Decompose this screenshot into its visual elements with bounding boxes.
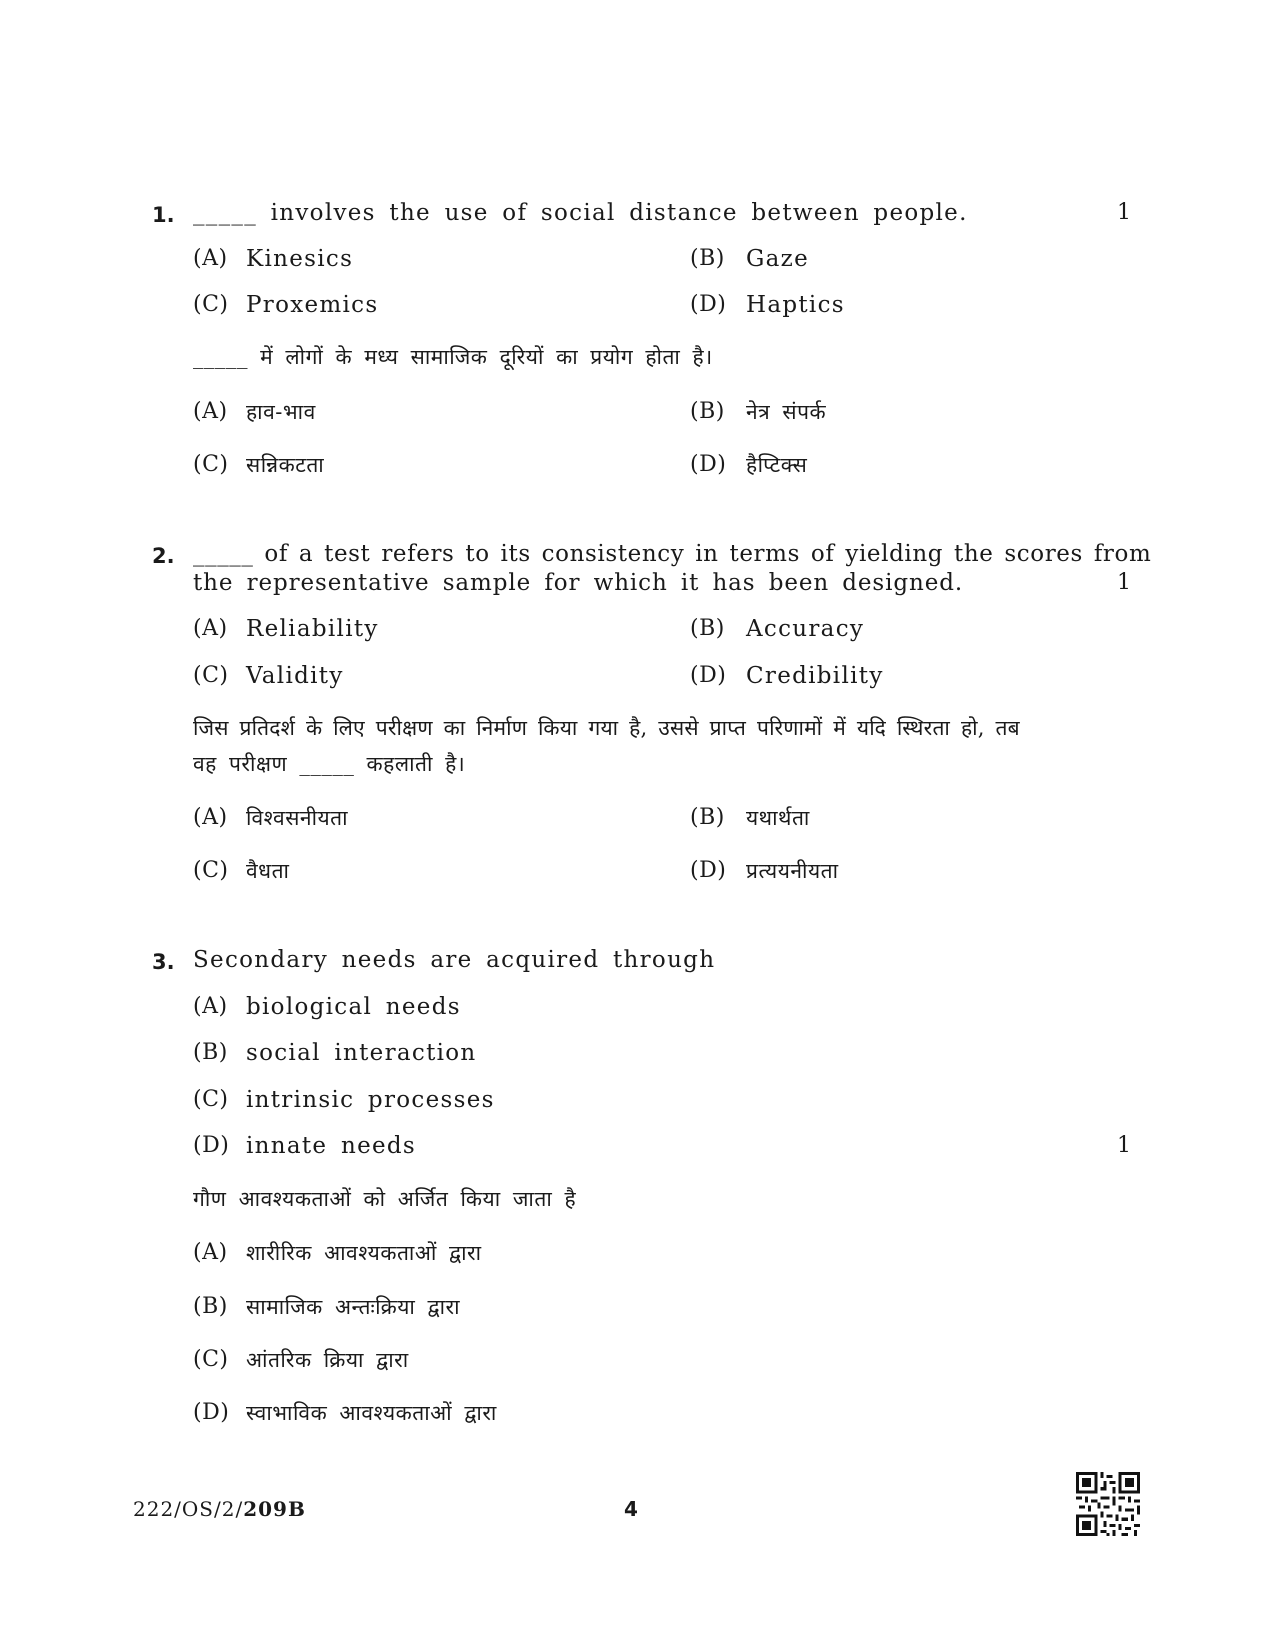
question-3-number: 3. <box>152 950 175 974</box>
q1-hi-option-c-label: (C) <box>193 452 229 477</box>
question-1-marks: 1 <box>1117 200 1131 225</box>
qr-code-icon <box>1076 1472 1140 1536</box>
q2-hi-option-d-text: प्रत्ययनीयता <box>746 859 839 883</box>
q3-hi-option-b-label: (B) <box>193 1294 228 1319</box>
q3-hi-option-c-label: (C) <box>193 1347 229 1372</box>
q1-en-option-a-label: (A) <box>193 246 228 271</box>
question-2-marks: 1 <box>1117 570 1131 595</box>
q1-en-option-c-label: (C) <box>193 292 229 317</box>
q1-hi-option-a-label: (A) <box>193 399 228 424</box>
q2-hi-option-b-label: (B) <box>690 805 725 830</box>
q1-hi-option-b-label: (B) <box>690 399 725 424</box>
q1-hi-option-a-text: हाव-भाव <box>246 400 316 424</box>
q2-en-option-c-label: (C) <box>193 663 229 688</box>
q2-en-option-d-label: (D) <box>690 663 727 688</box>
q3-en-option-c-label: (C) <box>193 1087 229 1112</box>
q3-hi-option-c-text: आंतरिक क्रिया द्वारा <box>246 1348 409 1372</box>
paper-code-prefix: 222/OS/2/ <box>133 1497 244 1521</box>
paper-code <box>133 1497 306 1521</box>
q2-hi-option-c-text: वैधता <box>246 859 290 883</box>
q1-en-option-d-text: Haptics <box>746 292 845 318</box>
q3-hi-option-d-text: स्वाभाविक आवश्यकताओं द्वारा <box>246 1401 497 1425</box>
q3-en-option-d-text: innate needs <box>246 1133 417 1159</box>
q2-hi-option-b-text: यथार्थता <box>746 806 810 830</box>
question-1-number: 1. <box>152 203 175 227</box>
q2-en-option-b-label: (B) <box>690 616 725 641</box>
question-3-marks: 1 <box>1117 1133 1131 1158</box>
q3-en-option-a-text: biological needs <box>246 994 461 1020</box>
q2-en-option-d-text: Credibility <box>746 663 884 689</box>
q3-hi-option-a-text: शारीरिक आवश्यकताओं द्वारा <box>246 1241 482 1265</box>
q1-hi-option-d-label: (D) <box>690 452 727 477</box>
q1-en-option-d-label: (D) <box>690 292 727 317</box>
q3-en-option-d-label: (D) <box>193 1133 230 1158</box>
q2-hi-option-a-label: (A) <box>193 805 228 830</box>
q3-hi-option-d-label: (D) <box>193 1400 230 1425</box>
q2-en-option-b-text: Accuracy <box>746 616 865 642</box>
q2-en-option-a-text: Reliability <box>246 616 379 642</box>
page-number: 4 <box>624 1497 638 1521</box>
question-2-text-hi-line2: वह परीक्षण _____ कहलाती है। <box>193 752 466 776</box>
q1-hi-option-d-text: हैप्टिक्स <box>746 453 808 477</box>
q3-en-option-b-label: (B) <box>193 1040 228 1065</box>
q3-en-option-a-label: (A) <box>193 994 228 1019</box>
q2-en-option-c-text: Validity <box>246 663 344 689</box>
question-2-number: 2. <box>152 544 175 568</box>
q1-en-option-c-text: Proxemics <box>246 292 379 318</box>
q1-hi-option-b-text: नेत्र संपर्क <box>746 400 827 424</box>
question-2-text-hi-line1: जिस प्रतिदर्श के लिए परीक्षण का निर्माण किया गया है, उससे प्राप्त परिणामों में यदि स्थिरता हो, तब <box>193 716 1020 740</box>
question-3-text-en: Secondary needs are acquired through <box>193 947 716 973</box>
q1-en-option-b-text: Gaze <box>746 246 810 272</box>
question-1-text-hi: _____ में लोगों के मध्य सामाजिक दूरियों का प्रयोग होता है। <box>193 345 713 369</box>
paper-code-bold: 209B <box>243 1497 306 1521</box>
question-1-text-en: _____ involves the use of social distance between people. <box>193 200 968 226</box>
q1-en-option-b-label: (B) <box>690 246 725 271</box>
question-3-text-hi: गौण आवश्यकताओं को अर्जित किया जाता है <box>193 1187 577 1211</box>
q1-hi-option-c-text: सन्निकटता <box>246 453 325 477</box>
question-2-text-en-line2: the representative sample for which it has been designed. <box>193 570 964 596</box>
q2-hi-option-d-label: (D) <box>690 858 727 883</box>
q3-en-option-b-text: social interaction <box>246 1040 477 1066</box>
q3-en-option-c-text: intrinsic processes <box>246 1087 495 1113</box>
q2-hi-option-c-label: (C) <box>193 858 229 883</box>
q1-en-option-a-text: Kinesics <box>246 246 354 272</box>
question-2-text-en-line1: _____ of a test refers to its consistency in terms of yielding the scores from <box>193 541 1152 567</box>
q3-hi-option-b-text: सामाजिक अन्तःक्रिया द्वारा <box>246 1295 461 1319</box>
q3-hi-option-a-label: (A) <box>193 1240 228 1265</box>
q2-hi-option-a-text: विश्वसनीयता <box>246 806 349 830</box>
q2-en-option-a-label: (A) <box>193 616 228 641</box>
